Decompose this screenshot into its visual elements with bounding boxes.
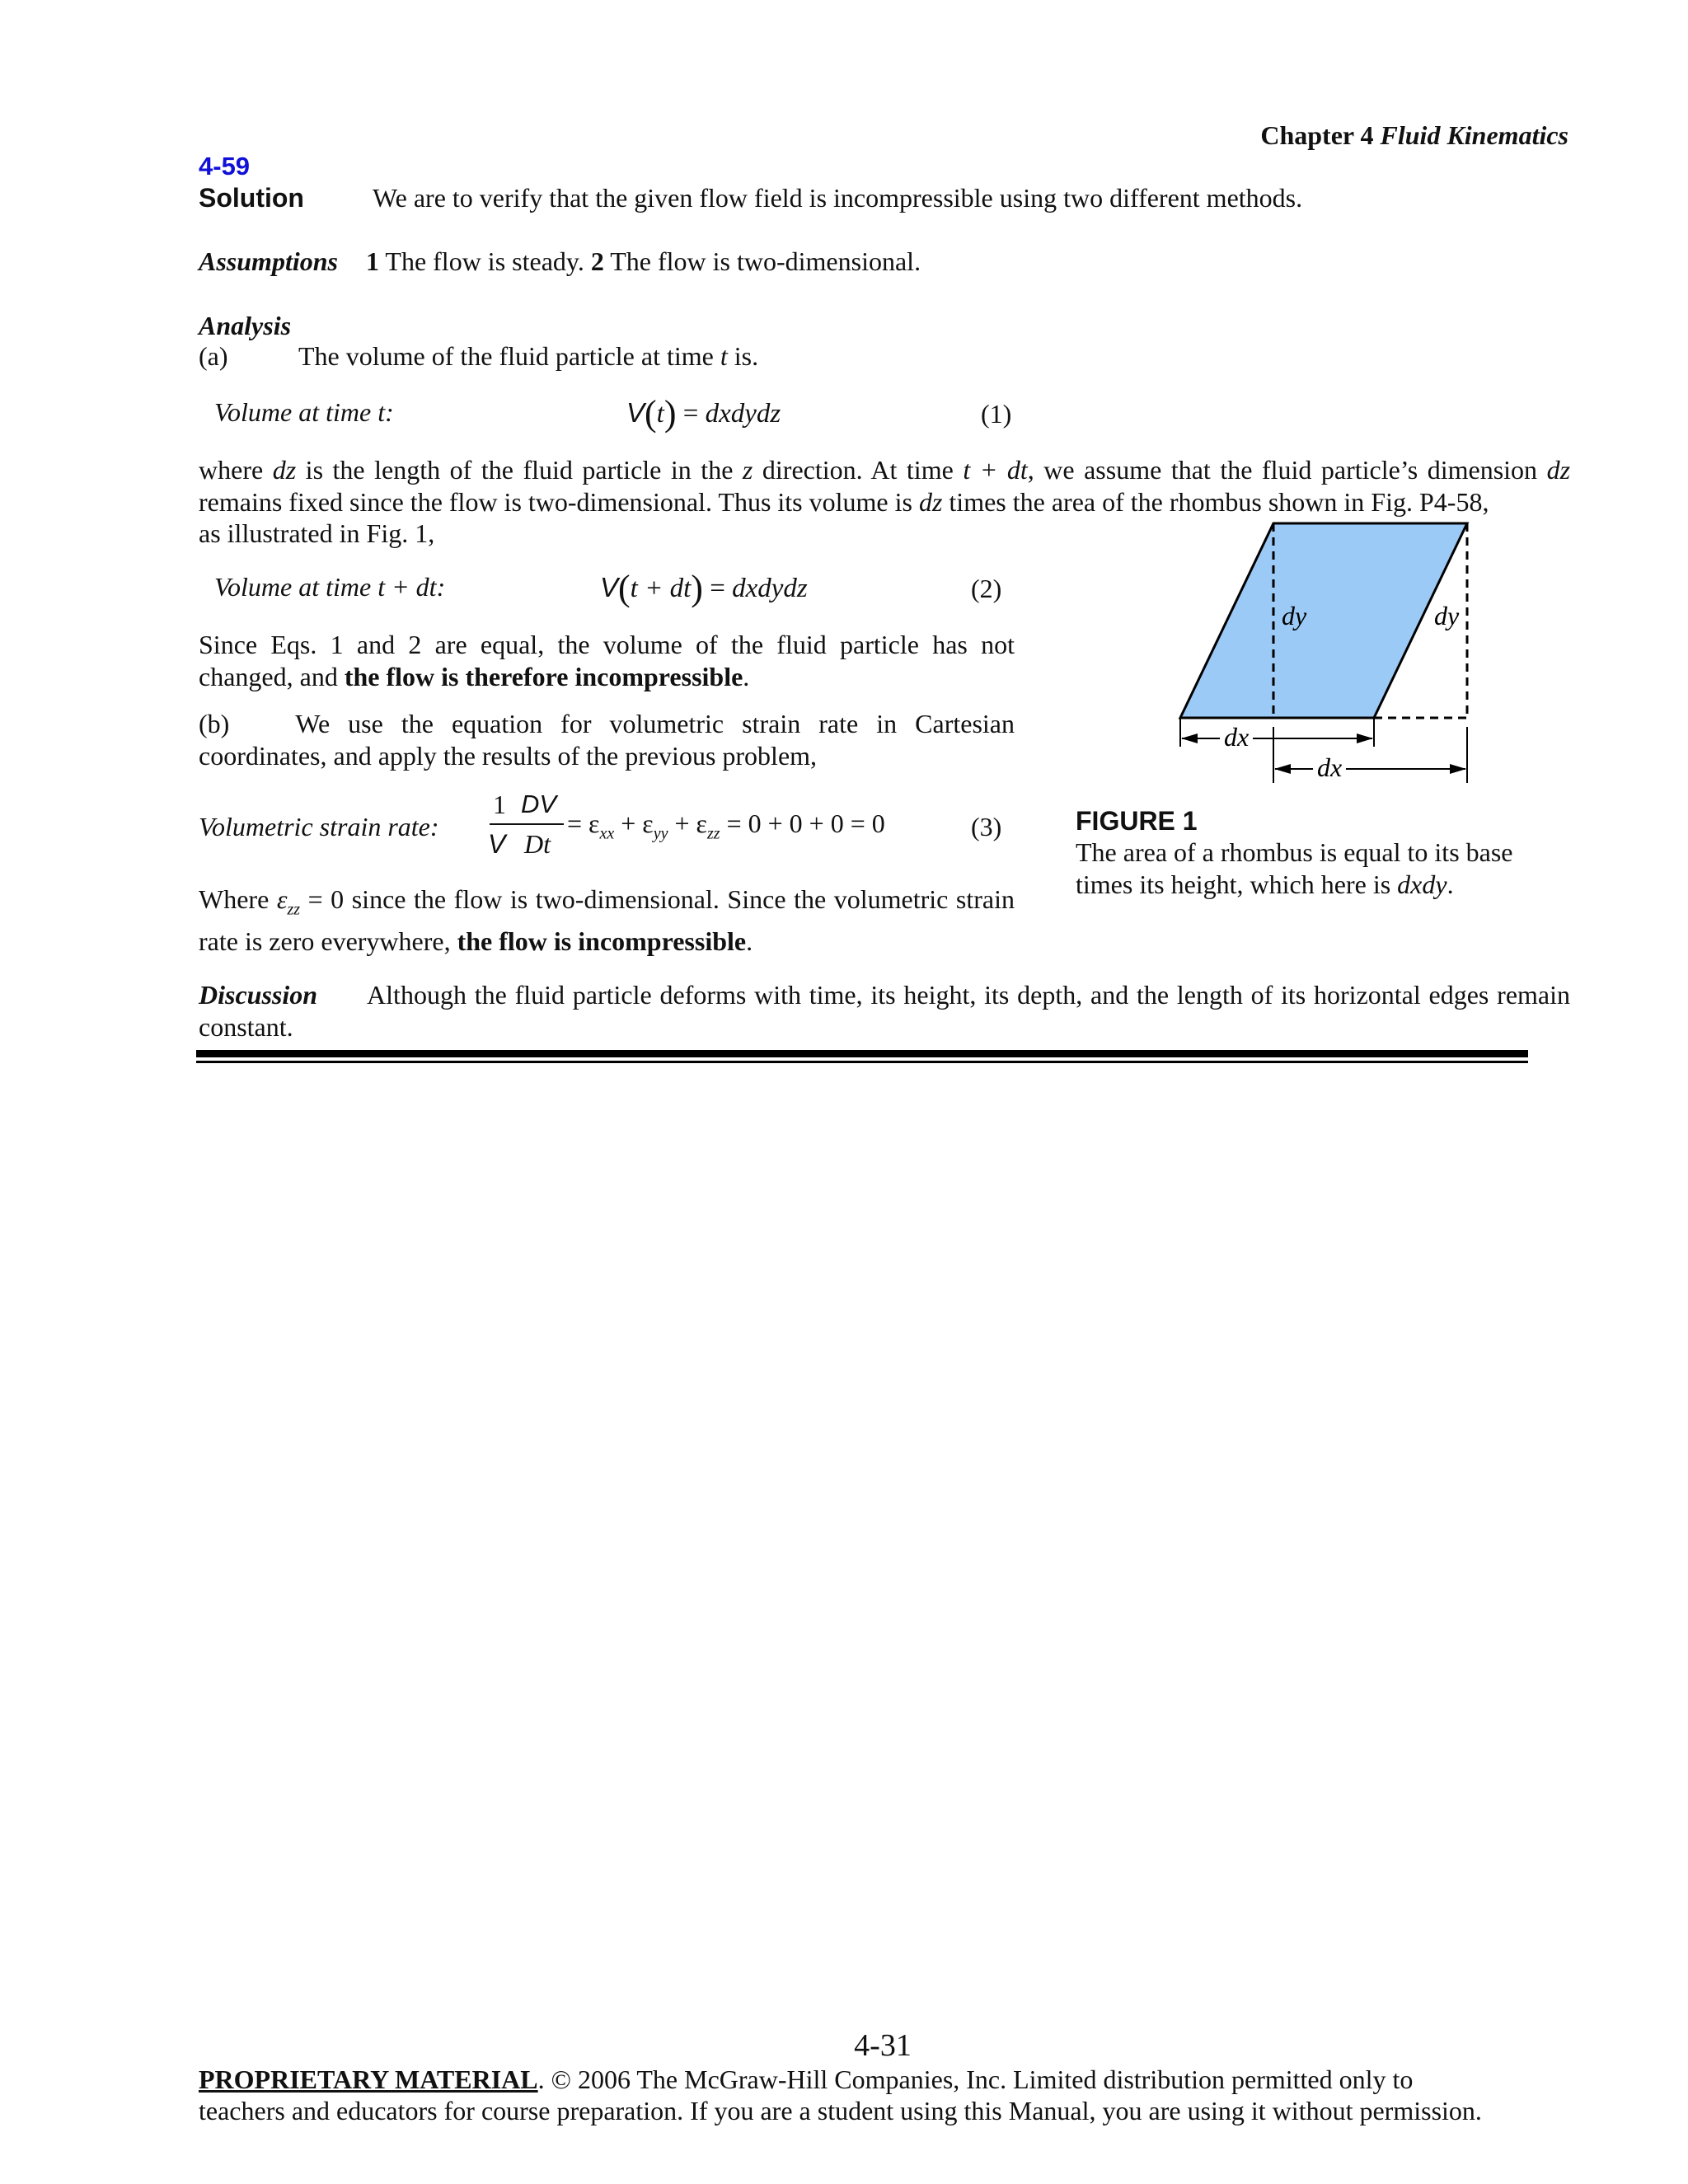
eq2-expression: V(t + dt) = dxdydz xyxy=(600,568,808,608)
eq3-number: (3) xyxy=(971,812,1002,841)
assumption-2-number: 2 xyxy=(590,246,604,276)
footer-line-2: teachers and educators for course preparation. If you are a student using this Manual, you are using it without permission. xyxy=(199,2096,1482,2125)
eq3-label: Volumetric strain rate: xyxy=(199,812,439,841)
end-rule-thick xyxy=(196,1050,1528,1057)
p1-s6: t + dt xyxy=(963,455,1028,485)
eq1-label: Volume at time t: xyxy=(214,397,394,427)
end-rule-thin xyxy=(196,1061,1528,1063)
paragraph-where-epsilon xyxy=(199,883,1015,958)
p1-s11: times the area of the rhombus shown in Fig. P4-58, xyxy=(942,487,1489,517)
problem-number: 4-59 xyxy=(199,152,251,180)
dy-left-label: dy xyxy=(1282,601,1307,630)
p1-s9: remains fixed since the flow is two-dimensional. Thus its volume is xyxy=(199,487,919,517)
p3-s1: Where xyxy=(199,884,277,914)
p2-bold: the flow is therefore incompressible xyxy=(344,662,743,691)
analysis-label: Analysis xyxy=(199,311,292,340)
eq3-eps1: = ε xyxy=(567,808,600,838)
p3-sub: zz xyxy=(287,900,301,919)
page-number: 4-31 xyxy=(854,2028,912,2063)
eq3-dv: DV xyxy=(521,790,557,818)
p1-s1: where xyxy=(199,455,273,485)
p3-s6: . xyxy=(746,926,753,957)
solution-label: Solution xyxy=(199,183,304,213)
assumption-2-text: The flow is two-dimensional. xyxy=(603,246,921,276)
chapter-number: Chapter 4 xyxy=(1260,120,1374,150)
p1-s2: dz xyxy=(272,455,297,485)
eq2-volume-symbol: V xyxy=(600,572,619,602)
part-a-tag: (a) xyxy=(199,341,228,371)
paragraph-where-dz xyxy=(199,454,1570,518)
rhombus-shape xyxy=(1180,523,1467,718)
dx-left-label: dx xyxy=(1224,722,1250,752)
p3-s4: = 0 since the flow is two-dimensional. Since the volumetric strain rate is zero everywhere, xyxy=(199,884,1015,957)
rhombus-figure xyxy=(1170,511,1484,791)
part-a-text xyxy=(298,341,758,372)
eq3-result: = 0 + 0 + 0 = 0 xyxy=(726,808,885,838)
part-a-var: t xyxy=(720,341,728,371)
caption-var: dxdy xyxy=(1397,869,1447,899)
eq3-sub-xx: xx xyxy=(599,824,615,843)
eq1-number: (1) xyxy=(981,399,1012,429)
figure-caption xyxy=(1076,837,1554,901)
dy-right-label: dy xyxy=(1434,601,1460,630)
assumption-1-text: The flow is steady. xyxy=(378,246,591,276)
eq2-label: Volume at time t + dt: xyxy=(214,572,446,602)
p1-s7: , we assume that the fluid particle’s dimension xyxy=(1027,455,1547,485)
eq1-rhs: dxdydz xyxy=(705,399,781,429)
eq1-expression: V(t) = dxdydz xyxy=(626,393,781,434)
paragraph-eqs-equal xyxy=(199,629,1015,693)
discussion-text: Although the fluid particle deforms with time, its height, its depth, and the length of its horizontal edges remain constant. xyxy=(199,980,1570,1042)
eq2-rhs: dxdydz xyxy=(732,574,808,603)
chapter-header xyxy=(1260,120,1568,151)
eq3-dt: Dt xyxy=(524,829,551,859)
assumptions-label: Assumptions xyxy=(199,246,338,276)
paragraph-illustrated: as illustrated in Fig. 1, xyxy=(199,518,435,548)
proprietary-material: PROPRIETARY MATERIAL xyxy=(199,2064,538,2094)
discussion xyxy=(199,979,1570,1043)
caption-pre: The area of a rhombus is equal to its base times its height, which here is xyxy=(1076,837,1513,899)
dx-right-arrow-head-a xyxy=(1274,764,1291,774)
part-b-text: We use the equation for volumetric strain rate in Cartesian coordinates, and apply the results of the previous problem, xyxy=(199,709,1015,771)
p1-s3: is the length of the fluid particle in the xyxy=(296,455,743,485)
footer-line-1 xyxy=(199,2064,1570,2095)
solution-text: We are to verify that the given flow field is incompressible using two different methods. xyxy=(373,183,1303,213)
dx-left-arrow-head-a xyxy=(1181,733,1198,743)
chapter-title: Fluid Kinematics xyxy=(1380,120,1568,150)
p3-epsilon: ε xyxy=(276,884,288,914)
eq3-frac-num: 1 xyxy=(493,790,506,819)
part-a-pre: The volume of the fluid particle at time xyxy=(298,341,720,371)
figure-label: FIGURE 1 xyxy=(1076,806,1198,836)
p2-s1: Since Eqs. 1 and 2 are equal, the volume of the fluid particle has not changed, and xyxy=(199,630,1015,691)
eq3-sub-yy: yy xyxy=(653,824,668,843)
eq1-arg: t xyxy=(656,399,664,429)
caption-post: . xyxy=(1447,869,1454,899)
p3-bold: the flow is incompressible xyxy=(457,926,747,957)
p1-s8: dz xyxy=(1546,455,1571,485)
eq1-volume-symbol: V xyxy=(626,397,645,428)
dx-left-arrow-head-b xyxy=(1357,733,1373,743)
p2-s3: . xyxy=(743,662,750,691)
part-a-post: is. xyxy=(727,341,759,371)
eq3-frac-den: V xyxy=(488,829,506,859)
footer-text-1: . © 2006 The McGraw-Hill Companies, Inc. Limited distribution permitted only to xyxy=(537,2064,1414,2094)
dx-right-arrow-head-b xyxy=(1450,764,1466,774)
eq3-expression xyxy=(488,790,900,864)
eq3-rhs: = $\varepsilon_{xx} + \varepsilon_{yy} + \varepsilon_{zz} = 0 + 0 + 0 = 0$ xyxy=(567,808,885,843)
eq3-sub-zz: zz xyxy=(706,824,720,843)
eq3-fraction-bar xyxy=(490,823,564,825)
p1-s10: dz xyxy=(918,487,943,517)
assumption-1-number: 1 xyxy=(365,246,379,276)
dx-right-label: dx xyxy=(1317,752,1343,782)
p1-s4: z xyxy=(742,455,753,485)
paragraph-part-b xyxy=(199,708,1015,772)
assumptions xyxy=(199,246,1534,277)
eq2-arg: t + dt xyxy=(630,574,692,603)
p1-s5: direction. At time xyxy=(753,455,964,485)
part-b-tag: (b) xyxy=(199,709,230,738)
discussion-label: Discussion xyxy=(199,980,318,1010)
eq2-number: (2) xyxy=(971,574,1002,603)
